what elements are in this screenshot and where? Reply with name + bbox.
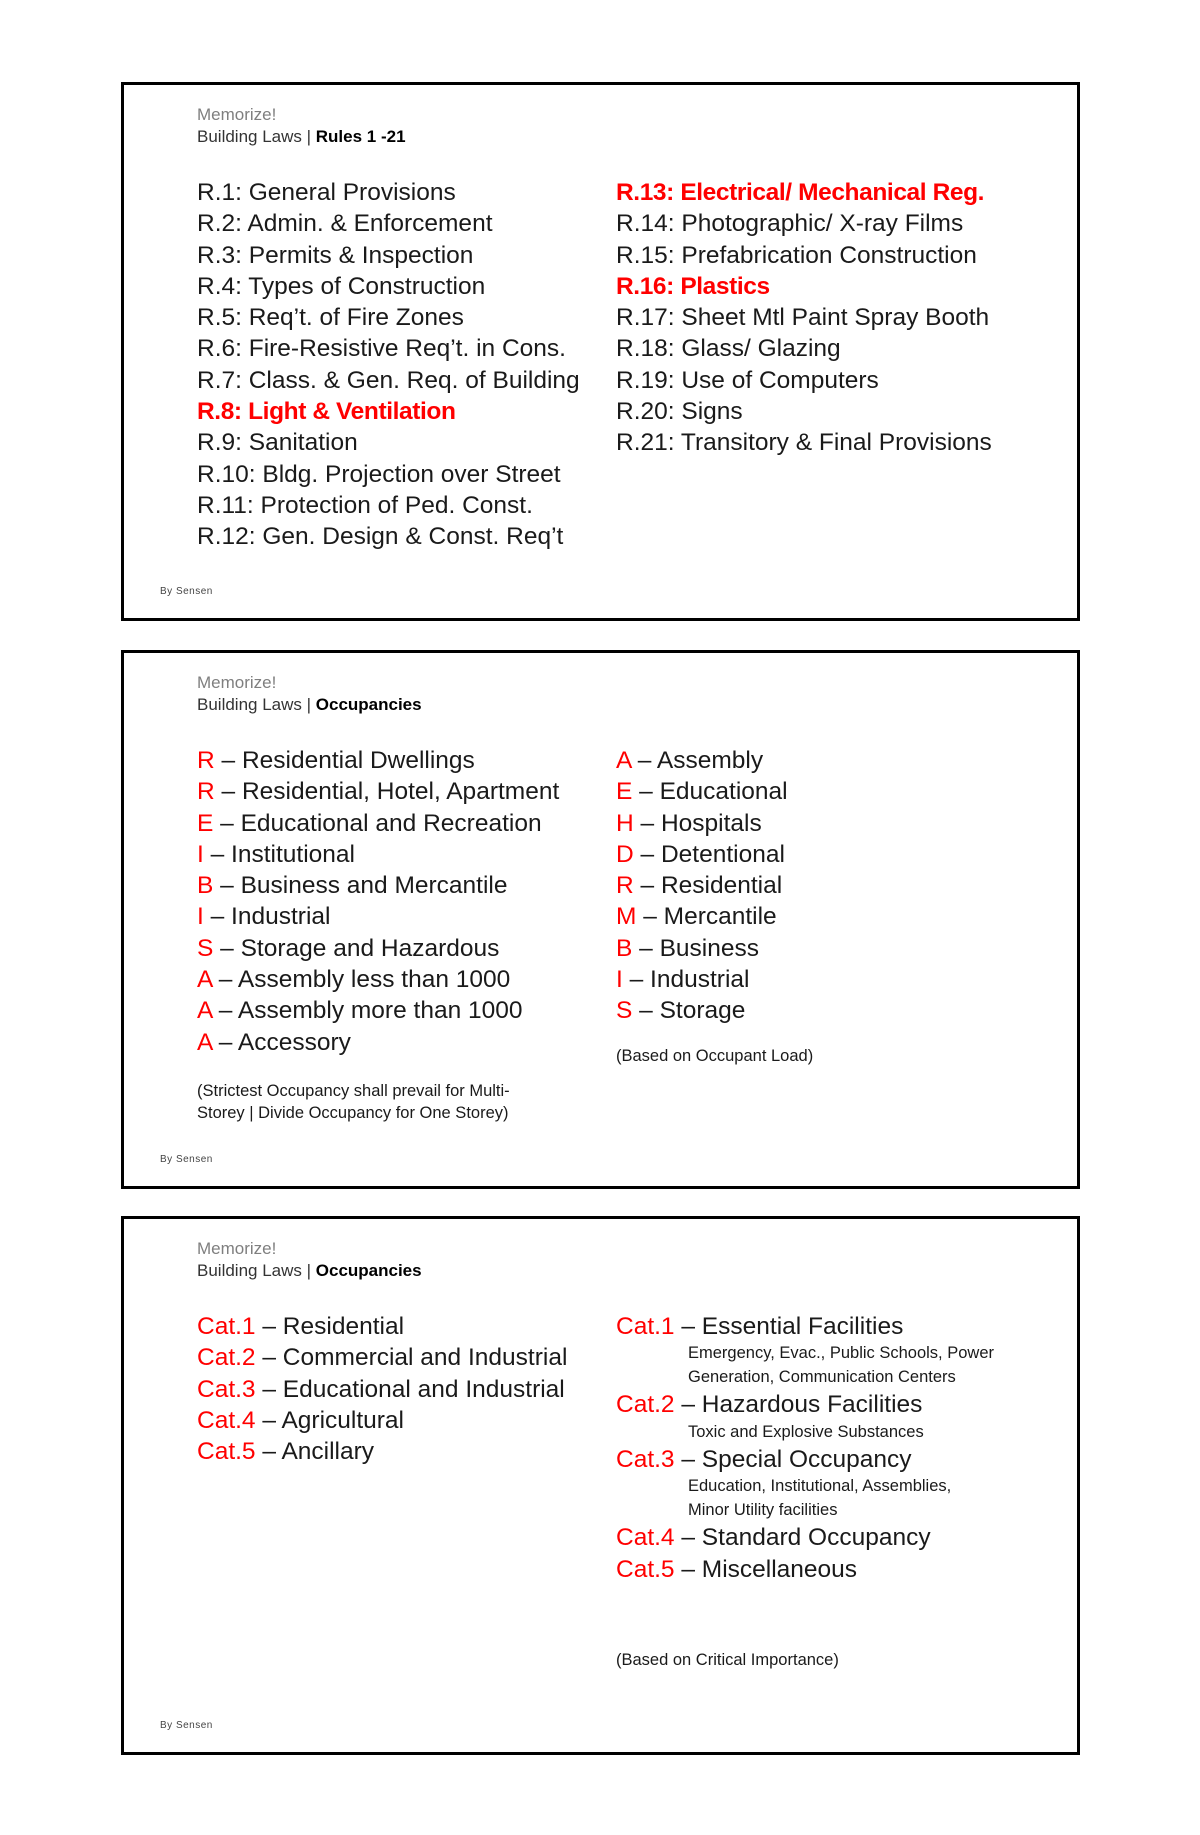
category-item [616, 1444, 1036, 1475]
category-desc: – Ancillary [255, 1438, 375, 1466]
occupancy-item [197, 995, 597, 1026]
category-examples: Toxic and Explosive Substances [688, 1422, 924, 1441]
rule-item: R.3: Permits & Inspection [197, 241, 474, 269]
category-desc: – Standard Occupancy [674, 1524, 931, 1552]
rule-item: R.6: Fire-Resistive Req’t. in Cons. [197, 335, 566, 363]
slide-categories [121, 1216, 1080, 1755]
category-code: Cat.4 [616, 1524, 675, 1552]
rule-item: R.4: Types of Construction [197, 272, 486, 300]
occupancy-code: A [197, 1028, 212, 1056]
rule-item: R.1: General Provisions [197, 179, 456, 206]
rule-item: R.17: Sheet Mtl Paint Spray Booth [616, 304, 990, 332]
occupancy-item [197, 964, 597, 995]
occupancy-item [616, 995, 1036, 1026]
subtitle-topic: Rules 1 -21 [315, 127, 406, 146]
occupancy-item [616, 933, 1036, 964]
category-item [197, 1342, 597, 1373]
rule-item: R.14: Photographic/ X-ray Films [616, 210, 964, 238]
category-code: Cat.4 [197, 1406, 256, 1434]
rule-item: R.5: Req’t. of Fire Zones [197, 304, 464, 332]
category-note: (Based on Critical Importance) [616, 1650, 839, 1669]
category-item [197, 1374, 597, 1405]
occupancy-code: S [197, 934, 214, 962]
occupancy-desc: – Business and Mercantile [213, 872, 508, 900]
category-desc: – Commercial and Industrial [255, 1344, 568, 1372]
occupancy-desc: – Industrial [622, 966, 750, 994]
category-code: Cat.2 [616, 1391, 675, 1419]
occupancy-code: I [197, 840, 204, 868]
occupancy-code: A [197, 966, 212, 994]
occupancy-right-column [616, 745, 1036, 1067]
category-right-column [616, 1311, 1036, 1671]
rule-item-highlighted: R.13: Electrical/ Mechanical Reg. [616, 179, 985, 206]
occupancy-code: H [616, 809, 634, 837]
occupancy-desc: – Residential [633, 872, 783, 900]
rule-item: R.7: Class. & Gen. Req. of Building [197, 366, 580, 394]
occupancy-code: A [197, 997, 212, 1025]
occupancy-item [197, 870, 597, 901]
category-item [616, 1311, 1036, 1342]
category-item [616, 1554, 1036, 1585]
rule-item: R.12: Gen. Design & Const. Req’t [197, 523, 564, 551]
occupancy-item [197, 776, 597, 807]
category-desc: – Special Occupancy [674, 1446, 912, 1474]
occupancy-code: I [197, 903, 204, 931]
occupancy-desc: – Mercantile [636, 903, 777, 931]
occupancy-desc: – Assembly less than 1000 [212, 966, 511, 994]
occupancy-code: R [197, 778, 215, 806]
rules-left-column [197, 177, 597, 553]
occupancy-item [197, 1027, 597, 1058]
occupancy-item [197, 808, 597, 839]
category-code: Cat.1 [616, 1313, 675, 1340]
rule-item: R.15: Prefabrication Construction [616, 241, 977, 269]
rule-item: R.19: Use of Computers [616, 366, 879, 394]
subtitle-topic: Occupancies [315, 1261, 422, 1280]
occupancy-desc: – Educational and Recreation [213, 809, 542, 837]
occupancy-item [197, 901, 597, 932]
subtitle-prefix: Building Laws | [197, 695, 316, 714]
occupancy-item [616, 839, 1036, 870]
memorize-label: Memorize! [197, 1239, 277, 1258]
occupancy-item [197, 839, 597, 870]
rule-item: R.2: Admin. & Enforcement [197, 210, 493, 238]
occupancy-code: E [197, 809, 214, 837]
category-item [616, 1389, 1036, 1420]
rule-item: R.9: Sanitation [197, 429, 358, 457]
occupancy-desc: – Residential Dwellings [214, 747, 475, 774]
category-item [197, 1311, 597, 1342]
category-desc: – Hazardous Facilities [674, 1391, 923, 1419]
category-code: Cat.2 [197, 1344, 256, 1372]
occupancy-code: R [616, 872, 634, 900]
category-left-column [197, 1311, 597, 1467]
category-item [616, 1522, 1036, 1553]
memorize-label: Memorize! [197, 105, 277, 124]
occupancy-desc: – Institutional [203, 840, 355, 868]
occupancy-code: R [197, 747, 215, 774]
occupancy-item [616, 745, 1036, 776]
occupancy-desc: – Educational [632, 778, 788, 806]
occupancy-code: D [616, 840, 634, 868]
category-desc: – Miscellaneous [674, 1555, 858, 1583]
slide-occupancies [121, 650, 1080, 1189]
slide-subtitle [197, 695, 422, 715]
occupancy-desc: – Residential, Hotel, Apartment [214, 778, 560, 806]
occupancy-desc: – Hospitals [633, 809, 762, 837]
subtitle-prefix: Building Laws | [197, 1261, 316, 1280]
byline: By Sensen [160, 586, 213, 597]
occupancy-desc: – Industrial [203, 903, 331, 931]
occupancy-item [616, 776, 1036, 807]
occupancy-desc: – Detentional [633, 840, 785, 868]
category-code: Cat.1 [197, 1313, 256, 1340]
occupancy-code: B [616, 934, 633, 962]
rule-item: R.18: Glass/ Glazing [616, 335, 841, 363]
occupancy-desc: – Accessory [212, 1028, 351, 1056]
category-desc: – Educational and Industrial [255, 1375, 565, 1403]
occupancy-code: E [616, 778, 633, 806]
occupancy-code: M [616, 903, 637, 931]
category-desc: – Residential [255, 1313, 405, 1340]
memorize-label: Memorize! [197, 673, 277, 692]
category-desc: – Essential Facilities [674, 1313, 904, 1340]
slide-rules [121, 82, 1080, 621]
occupancy-code: B [197, 872, 214, 900]
occupancy-code: I [616, 966, 623, 994]
category-desc: – Agricultural [255, 1406, 404, 1434]
occupancy-left-column [197, 745, 597, 1124]
occupancy-desc: – Storage [632, 997, 746, 1025]
subtitle-prefix: Building Laws | [197, 127, 316, 146]
occupancy-item [197, 933, 597, 964]
rule-item: R.10: Bldg. Projection over Street [197, 460, 561, 488]
category-examples: Emergency, Evac., Public Schools, Power Generation, Communication Centers [688, 1344, 994, 1386]
occupancy-code: S [616, 997, 633, 1025]
category-item [197, 1436, 597, 1467]
occupancy-note: (Based on Occupant Load) [616, 1046, 814, 1065]
subtitle-topic: Occupancies [315, 695, 422, 714]
occupancy-item [616, 808, 1036, 839]
occupancy-item [197, 745, 597, 776]
occupancy-item [616, 901, 1036, 932]
occupancy-item [616, 870, 1036, 901]
rule-item: R.20: Signs [616, 398, 743, 426]
rules-right-column [616, 177, 1036, 459]
rule-item: R.11: Protection of Ped. Const. [197, 491, 533, 519]
category-code: Cat.3 [197, 1375, 256, 1403]
occupancy-desc: – Storage and Hazardous [213, 934, 500, 962]
byline: By Sensen [160, 1154, 213, 1165]
occupancy-item [616, 964, 1036, 995]
byline: By Sensen [160, 1720, 213, 1731]
slide-subtitle [197, 127, 406, 147]
rule-item-highlighted: R.8: Light & Ventilation [197, 398, 456, 426]
occupancy-desc: – Assembly [631, 747, 764, 774]
occupancy-note: (Strictest Occupancy shall prevail for Multi-Storey | Divide Occupancy for One Storey) [197, 1081, 510, 1122]
category-code: Cat.5 [616, 1555, 675, 1583]
category-code: Cat.5 [197, 1438, 256, 1466]
category-examples: Education, Institutional, Assemblies, Minor Utility facilities [688, 1477, 952, 1519]
occupancy-desc: – Assembly more than 1000 [212, 997, 523, 1025]
category-code: Cat.3 [616, 1446, 675, 1474]
category-item [197, 1405, 597, 1436]
occupancy-desc: – Business [632, 934, 759, 962]
slide-subtitle [197, 1261, 422, 1281]
rule-item-highlighted: R.16: Plastics [616, 272, 770, 300]
rule-item: R.21: Transitory & Final Provisions [616, 429, 992, 457]
occupancy-code: A [616, 747, 631, 774]
